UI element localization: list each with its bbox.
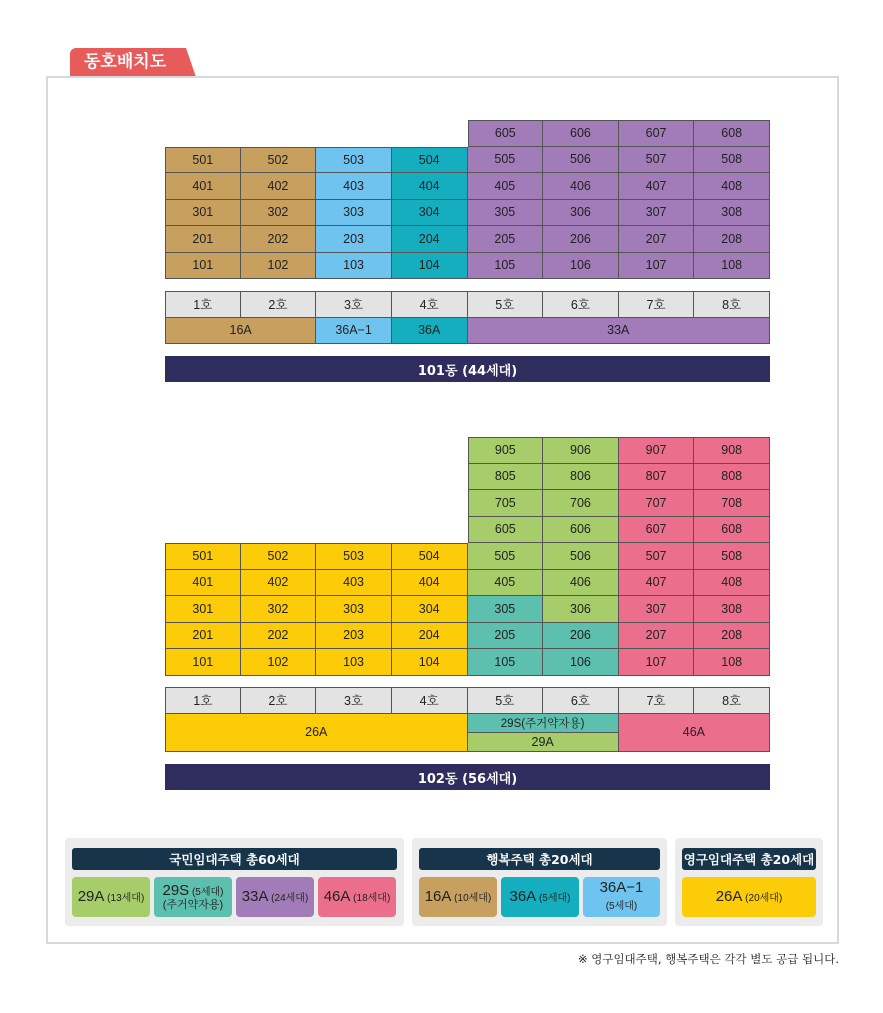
unit-101-506: 506 xyxy=(543,147,619,174)
unit-102-805: 805 xyxy=(468,464,544,491)
ho-label-102-7: 7호 xyxy=(619,687,695,714)
unit-101-207: 207 xyxy=(619,226,695,253)
legend-chip-26a xyxy=(682,877,816,917)
legend-chip-46a xyxy=(318,877,396,917)
unit-101-206: 206 xyxy=(543,226,619,253)
ho-label-102-4: 4호 xyxy=(392,687,468,714)
unit-102-107: 107 xyxy=(619,649,695,676)
unit-101-303: 303 xyxy=(316,200,392,227)
legend-type: 29S xyxy=(162,881,190,899)
type-label-101-33a: 33A xyxy=(468,318,771,345)
unit-101-305: 305 xyxy=(468,200,544,227)
unit-102-708: 708 xyxy=(694,490,770,517)
legend-type: 29A xyxy=(77,888,105,905)
unit-102-202: 202 xyxy=(241,623,317,650)
legend-chip-33a xyxy=(236,877,314,917)
unit-101-106: 106 xyxy=(543,253,619,280)
legend-chip-36a1 xyxy=(583,877,660,917)
unit-102-206: 206 xyxy=(543,623,619,650)
unit-102-407: 407 xyxy=(619,570,695,597)
ho-label-101-2: 2호 xyxy=(241,291,317,318)
unit-102-304: 304 xyxy=(392,596,468,623)
unit-101-306: 306 xyxy=(543,200,619,227)
ho-label-102-6: 6호 xyxy=(543,687,619,714)
ho-label-102-2: 2호 xyxy=(241,687,317,714)
unit-102-502: 502 xyxy=(241,543,317,570)
unit-102-205: 205 xyxy=(468,623,544,650)
unit-102-906: 906 xyxy=(543,437,619,464)
unit-102-207: 207 xyxy=(619,623,695,650)
unit-101-201: 201 xyxy=(165,226,241,253)
building-102-label: 102동 (56세대) xyxy=(165,764,770,790)
legend-type: 36A xyxy=(509,888,537,905)
ho-label-101-6: 6호 xyxy=(543,291,619,318)
ho-label-101-7: 7호 xyxy=(619,291,695,318)
building-101-label: 101동 (44세대) xyxy=(165,356,770,382)
unit-102-706: 706 xyxy=(543,490,619,517)
unit-102-403: 403 xyxy=(316,570,392,597)
legend-count: (10세대) xyxy=(451,893,492,904)
unit-102-105: 105 xyxy=(468,649,544,676)
legend-type: 16A xyxy=(424,888,452,905)
unit-101-208: 208 xyxy=(694,226,770,253)
legend-count: (24세대) xyxy=(268,893,309,904)
unit-101-102: 102 xyxy=(241,253,317,280)
unit-101-301: 301 xyxy=(165,200,241,227)
legend-chip-16a xyxy=(419,877,497,917)
unit-101-108: 108 xyxy=(694,253,770,280)
unit-102-605: 605 xyxy=(468,517,544,544)
unit-101-503: 503 xyxy=(316,147,392,174)
type-29s-cell: 29S(주거약자용) xyxy=(468,714,619,733)
legend-count: (13세대) xyxy=(104,893,145,904)
legend-happy-title: 행복주택 총20세대 xyxy=(419,848,660,870)
unit-101-402: 402 xyxy=(241,173,317,200)
unit-101-403: 403 xyxy=(316,173,392,200)
unit-102-405: 405 xyxy=(468,570,544,597)
unit-101-304: 304 xyxy=(392,200,468,227)
legend-count: (20세대) xyxy=(742,893,783,904)
unit-101-205: 205 xyxy=(468,226,544,253)
unit-101-502: 502 xyxy=(241,147,317,174)
unit-102-501: 501 xyxy=(165,543,241,570)
unit-101-508: 508 xyxy=(694,147,770,174)
legend-type: 33A xyxy=(241,888,269,905)
unit-102-705: 705 xyxy=(468,490,544,517)
unit-101-107: 107 xyxy=(619,253,695,280)
unit-102-204: 204 xyxy=(392,623,468,650)
unit-102-908: 908 xyxy=(694,437,770,464)
unit-102-402: 402 xyxy=(241,570,317,597)
unit-102-401: 401 xyxy=(165,570,241,597)
unit-102-301: 301 xyxy=(165,596,241,623)
unit-101-204: 204 xyxy=(392,226,468,253)
unit-101-608: 608 xyxy=(694,120,770,147)
unit-101-505: 505 xyxy=(468,147,544,174)
legend-permanent xyxy=(675,838,823,926)
unit-101-103: 103 xyxy=(316,253,392,280)
unit-102-208: 208 xyxy=(694,623,770,650)
unit-101-401: 401 xyxy=(165,173,241,200)
ho-label-102-1: 1호 xyxy=(165,687,241,714)
legend-happy xyxy=(412,838,667,926)
unit-102-905: 905 xyxy=(468,437,544,464)
unit-101-507: 507 xyxy=(619,147,695,174)
unit-101-308: 308 xyxy=(694,200,770,227)
unit-102-305: 305 xyxy=(468,596,544,623)
ho-label-101-3: 3호 xyxy=(316,291,392,318)
unit-101-203: 203 xyxy=(316,226,392,253)
ho-label-102-8: 8호 xyxy=(694,687,770,714)
unit-102-406: 406 xyxy=(543,570,619,597)
legend-national-title: 국민임대주택 총60세대 xyxy=(72,848,397,870)
unit-101-605: 605 xyxy=(468,120,544,147)
ho-label-101-1: 1호 xyxy=(165,291,241,318)
unit-102-306: 306 xyxy=(543,596,619,623)
ho-label-101-8: 8호 xyxy=(694,291,770,318)
unit-102-203: 203 xyxy=(316,623,392,650)
unit-102-102: 102 xyxy=(241,649,317,676)
unit-102-308: 308 xyxy=(694,596,770,623)
type-46a-cell: 46A xyxy=(619,714,770,752)
unit-101-406: 406 xyxy=(543,173,619,200)
unit-101-307: 307 xyxy=(619,200,695,227)
legend-type: 26A xyxy=(715,888,743,905)
legend-count: (5세대) xyxy=(536,893,571,904)
unit-102-608: 608 xyxy=(694,517,770,544)
unit-102-302: 302 xyxy=(241,596,317,623)
unit-101-407: 407 xyxy=(619,173,695,200)
unit-102-607: 607 xyxy=(619,517,695,544)
page-title: 동호배치도 xyxy=(70,48,186,77)
type-label-101-36a1: 36A−1 xyxy=(316,318,392,345)
type-29a-cell: 29A xyxy=(468,733,619,752)
unit-102-707: 707 xyxy=(619,490,695,517)
unit-101-606: 606 xyxy=(543,120,619,147)
legend-count: (5세대) xyxy=(605,901,638,912)
ho-label-102-5: 5호 xyxy=(468,687,544,714)
unit-102-303: 303 xyxy=(316,596,392,623)
type-label-101-36a: 36A xyxy=(392,318,468,345)
unit-102-201: 201 xyxy=(165,623,241,650)
unit-101-501: 501 xyxy=(165,147,241,174)
unit-102-606: 606 xyxy=(543,517,619,544)
unit-101-404: 404 xyxy=(392,173,468,200)
unit-101-101: 101 xyxy=(165,253,241,280)
legend-chip-29s xyxy=(154,877,232,917)
unit-102-504: 504 xyxy=(392,543,468,570)
unit-101-405: 405 xyxy=(468,173,544,200)
unit-101-202: 202 xyxy=(241,226,317,253)
unit-102-307: 307 xyxy=(619,596,695,623)
unit-102-106: 106 xyxy=(543,649,619,676)
unit-102-101: 101 xyxy=(165,649,241,676)
unit-102-907: 907 xyxy=(619,437,695,464)
legend-count: (5세대) xyxy=(189,886,224,898)
legend-chip-36a xyxy=(501,877,579,917)
unit-101-607: 607 xyxy=(619,120,695,147)
unit-102-404: 404 xyxy=(392,570,468,597)
legend-permanent-title: 영구임대주택 총20세대 xyxy=(682,848,816,870)
unit-102-108: 108 xyxy=(694,649,770,676)
unit-102-104: 104 xyxy=(392,649,468,676)
legend-type: 46A xyxy=(323,888,351,905)
unit-102-508: 508 xyxy=(694,543,770,570)
footnote: ※ 영구임대주택, 행복주택은 각각 별도 공급 됩니다. xyxy=(577,952,839,966)
unit-102-808: 808 xyxy=(694,464,770,491)
unit-101-504: 504 xyxy=(392,147,468,174)
legend-type: 36A−1 xyxy=(599,879,644,897)
unit-102-807: 807 xyxy=(619,464,695,491)
unit-101-408: 408 xyxy=(694,173,770,200)
unit-102-408: 408 xyxy=(694,570,770,597)
unit-101-104: 104 xyxy=(392,253,468,280)
unit-101-105: 105 xyxy=(468,253,544,280)
unit-102-503: 503 xyxy=(316,543,392,570)
unit-102-103: 103 xyxy=(316,649,392,676)
unit-102-507: 507 xyxy=(619,543,695,570)
unit-102-505: 505 xyxy=(468,543,544,570)
type-label-101-16a: 16A xyxy=(165,318,316,345)
legend-chip-29a xyxy=(72,877,150,917)
unit-102-806: 806 xyxy=(543,464,619,491)
legend-count: (18세대) xyxy=(350,893,391,904)
ho-label-101-5: 5호 xyxy=(468,291,544,318)
type-26a-cell: 26A xyxy=(165,714,468,752)
ho-label-102-3: 3호 xyxy=(316,687,392,714)
legend-note: (주거약자용) xyxy=(162,898,224,911)
ho-label-101-4: 4호 xyxy=(392,291,468,318)
legend-national xyxy=(65,838,404,926)
unit-102-506: 506 xyxy=(543,543,619,570)
unit-101-302: 302 xyxy=(241,200,317,227)
